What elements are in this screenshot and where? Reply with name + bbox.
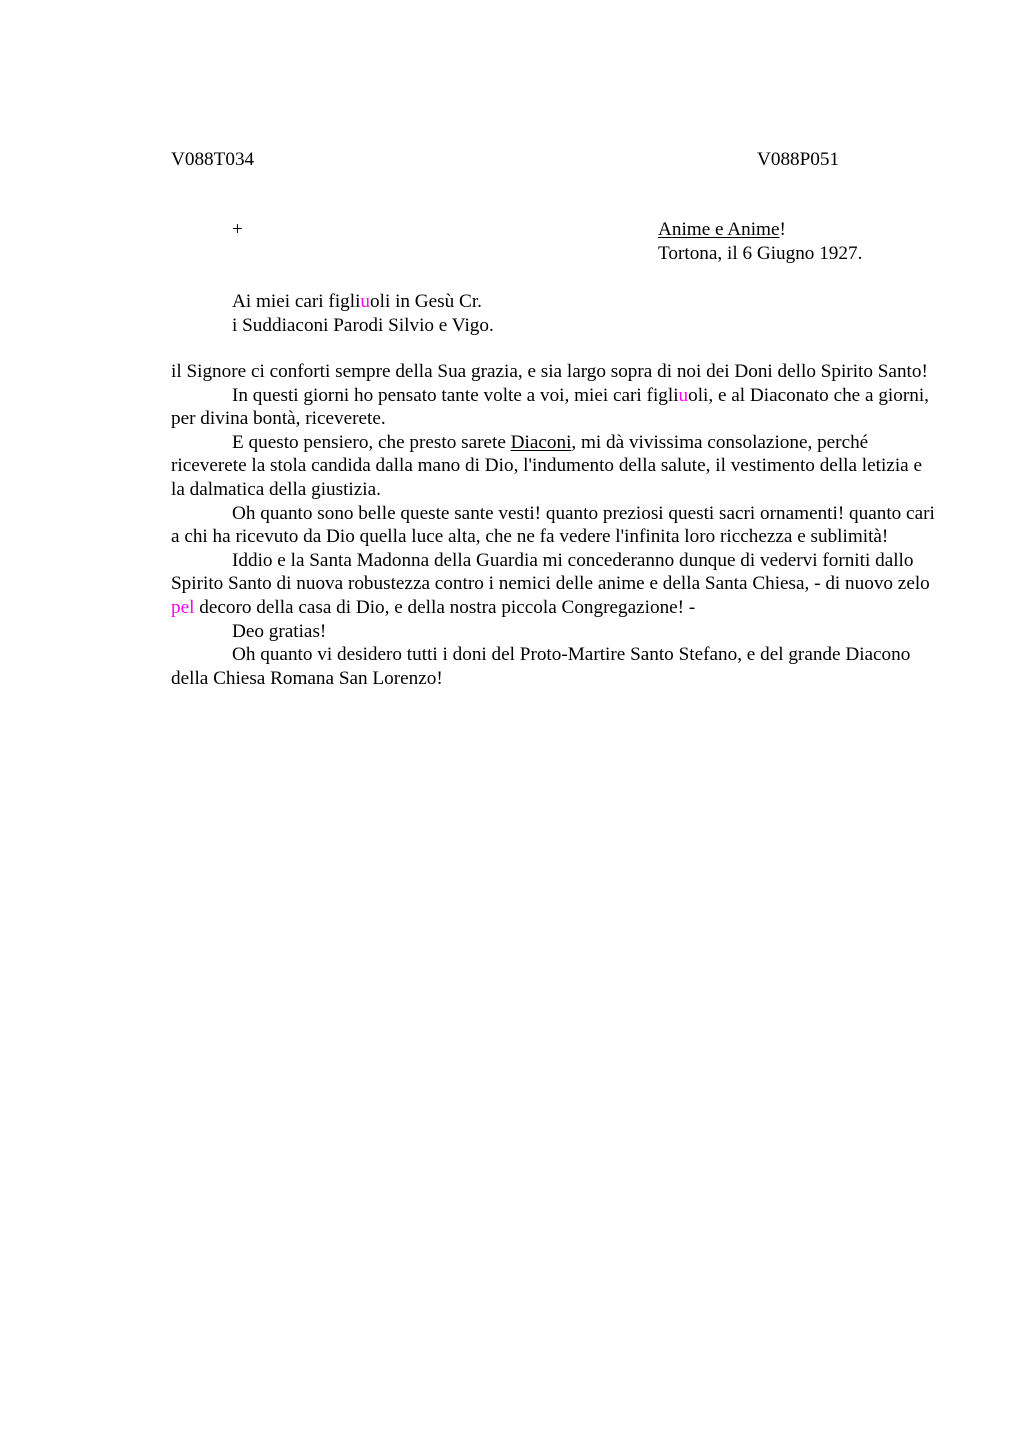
paragraph-7: Oh quanto vi desidero tutti i doni del Proto-Martire Santo Stefano, e del grande Diacono della Chiesa Romana San Lorenzo! (171, 644, 911, 689)
paragraph-5-highlight: pel (171, 596, 195, 618)
code-left: V088T034 (171, 149, 255, 170)
motto (658, 218, 786, 242)
paragraph-5-after: decoro della casa di Dio, e della nostra piccola Congregazione! - (194, 596, 696, 618)
paragraph-5 (171, 549, 936, 620)
motto-mark: ! (779, 219, 786, 240)
letter-body (171, 360, 936, 690)
address-line-1-highlight: u (360, 291, 371, 312)
paragraph-1: il Signore ci conforti sempre della Sua grazia, e sia largo sopra di noi dei Doni dello Spirito Santo! (171, 361, 928, 382)
paragraph-3-underlined: Diaconi (510, 431, 572, 453)
cross-symbol: + (232, 219, 243, 240)
address-line-1-before: Ai miei cari figli (232, 291, 361, 312)
paragraph-3-after: , mi dà vivissima consolazione, perché riceverete la stola candida dalla mano di Dio, l'indumento della salute, il vestimento della letizia e la dalmatica della giustizia. (171, 431, 922, 500)
paragraph-3 (171, 431, 936, 502)
paragraph-3-before: E questo pensiero, che presto sarete (232, 431, 511, 453)
address-line-1 (232, 290, 482, 314)
address-line-1-after: oli in Gesù Cr. (370, 291, 482, 312)
paragraph-4: Oh quanto sono belle queste sante vesti! quanto preziosi questi sacri ornamenti! quanto cari a chi ha ricevuto da Dio quella luce alta, che ne fa vedere l'infinita loro ricchezza e sublimità! (171, 502, 935, 548)
paragraph-2-before: In questi giorni ho pensato tante volte a voi, miei cari figli (232, 384, 679, 406)
code-right: V088P051 (757, 149, 840, 170)
paragraph-6: Deo gratias! (232, 620, 327, 642)
paragraph-2-after: oli, e al Diaconato che a giorni, per divina bontà, riceverete. (171, 384, 929, 430)
address-line-2: i Suddiaconi Parodi Silvio e Vigo. (232, 315, 494, 336)
paragraph-5-before: Iddio e la Santa Madonna della Guardia mi concederanno dunque di vedervi forniti dallo Spirito Santo di nuova robustezza contro i nemici delle anime e della Santa Chiesa, - di nuovo zelo (171, 549, 930, 595)
paragraph-2-highlight: u (678, 384, 689, 406)
motto-underlined: Anime e Anime (658, 219, 780, 240)
place-date: Tortona, il 6 Giugno 1927. (658, 243, 863, 264)
paragraph-2 (171, 384, 936, 431)
